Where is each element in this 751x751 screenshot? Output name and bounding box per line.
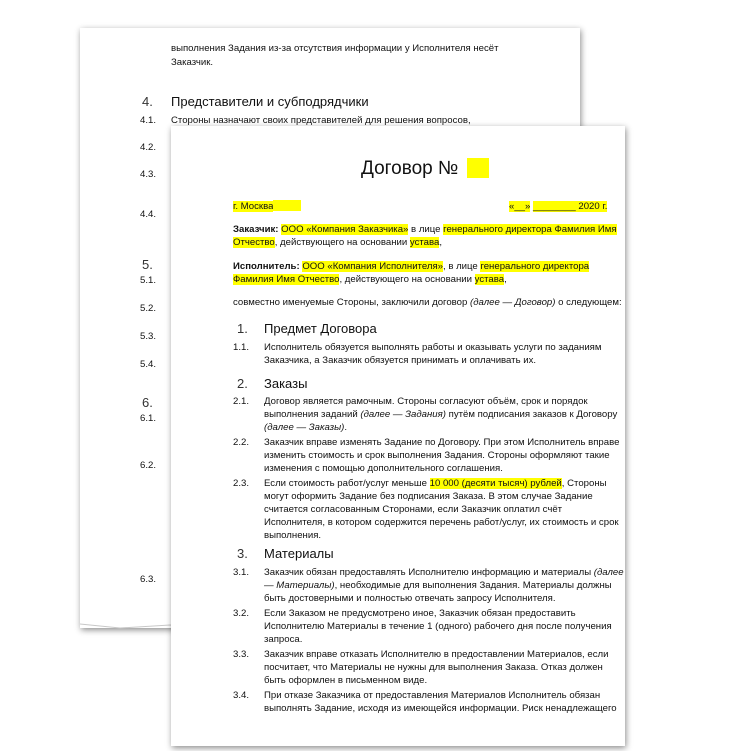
clause-3-4-line-1: При отказе Заказчика от предоставления Материалов Исполнитель обязан [264, 690, 601, 701]
clause-2-2-line-3: изменения с помощью дополнительного соглашения. [264, 463, 503, 474]
clause-3-2-line-1: Если Заказом не предусмотрено иное, Заказчик обязан предоставить [264, 608, 576, 619]
back-intro-line-1: выполнения Задания из-за отсутствия информации у Исполнителя несёт [171, 43, 499, 54]
back-section-4-title: Представители и субподрядчики [171, 94, 369, 109]
date-line [509, 200, 607, 213]
clause-1-1-line-2: Заказчика, а Заказчик обязуется принимать и оплачивать их. [264, 355, 537, 366]
section-1-number: 1. [237, 321, 248, 336]
customer-position-2: Отчество [233, 237, 275, 248]
clause-3-3-line-2: посчитает, что Материалы не нужны для выполнения Заказа. Отказ должен [264, 662, 603, 673]
clause-2-3-line-3: считается согласованным Сторонами, если Заказчик оплатил счёт [264, 504, 563, 515]
clause-definition: — Материалы) [264, 580, 335, 591]
clause-definition: (далее [593, 567, 624, 578]
customer-basis: устава [409, 237, 440, 248]
back-clause-number: 4.1. [140, 115, 157, 126]
clause-2-1-line-3 [264, 421, 347, 434]
performer-position: генерального директора [480, 261, 590, 272]
front-document-page [171, 126, 625, 746]
performer-basis: устава [474, 274, 505, 285]
back-clause-number: 6.1. [140, 413, 157, 424]
clause-text: , необходимые для выполнения Задания. Материалы должны [334, 580, 612, 591]
clause-2-1-number: 2.1. [233, 396, 250, 407]
section-3-title: Материалы [264, 546, 334, 561]
performer-end: , [504, 274, 507, 285]
back-clause-number: 4.3. [140, 169, 157, 180]
performer-line-2 [233, 273, 507, 286]
intro-line [233, 296, 622, 309]
back-clause-number: 6.3. [140, 574, 157, 585]
section-3-number: 3. [237, 546, 248, 561]
date-day: «__» [509, 201, 531, 212]
clause-text: выполнения заданий [264, 409, 361, 420]
performer-text-1: , в лице [442, 261, 481, 272]
back-clause-number: 6.2. [140, 460, 157, 471]
clause-2-1-line-2 [264, 408, 617, 421]
back-section-4-number: 4. [142, 94, 153, 109]
intro-text: совместно именуемые Стороны, заключили договор [233, 297, 470, 308]
clause-3-1-number: 3.1. [233, 567, 250, 578]
back-clause-number: 5.1. [140, 275, 157, 286]
clause-2-3-number: 2.3. [233, 478, 250, 489]
city-highlight-pad [273, 200, 301, 211]
clause-3-4-number: 3.4. [233, 690, 250, 701]
clause-2-2-number: 2.2. [233, 437, 250, 448]
clause-3-1-line-3: быть достоверными и полностью отвечать запросу Исполнителя. [264, 593, 556, 604]
back-clause-number: 4.4. [140, 209, 157, 220]
clause-2-3-line-4: Исполнителя, в котором содержится перечень работ/услуг, их стоимость и срок [264, 517, 619, 528]
performer-label: Исполнитель: [233, 261, 300, 272]
contract-title-text: Договор № [361, 158, 459, 179]
back-intro-line-2: Заказчик. [171, 57, 214, 68]
city-line [233, 200, 301, 213]
customer-company: ООО «Компания Заказчика» [281, 224, 409, 235]
back-clause-number: 5.2. [140, 303, 157, 314]
performer-line-1 [233, 260, 589, 273]
clause-2-2-line-2: изменить стоимость и срок выполнения Задания. Стороны оформляют такие [264, 450, 610, 461]
section-2-number: 2. [237, 376, 248, 391]
back-clause-number: 5.4. [140, 359, 157, 370]
section-1-title: Предмет Договора [264, 321, 377, 336]
date-month-year: ________ 2020 г. [533, 201, 608, 212]
back-section-5-number: 5. [142, 257, 153, 272]
customer-text-1: в лице [408, 224, 444, 235]
clause-text: , Стороны [561, 478, 607, 489]
back-clause-number: 4.2. [140, 142, 157, 153]
clause-definition: (далее — Заказы) [264, 422, 345, 433]
customer-label: Заказчик: [233, 224, 279, 235]
customer-line-2 [233, 236, 442, 249]
contract-title [361, 158, 489, 180]
clause-3-2-number: 3.2. [233, 608, 250, 619]
clause-2-3-line-5: выполнения. [264, 530, 322, 541]
customer-text-2: , действующего на основании [274, 237, 410, 248]
clause-text: Если стоимость работ/услуг меньше [264, 478, 430, 489]
clause-1-1-number: 1.1. [233, 342, 250, 353]
clause-3-2-line-2: Исполнителю Материалы в течение 1 (одного) рабочего дня после получения [264, 621, 612, 632]
city: г. Москва [233, 201, 274, 212]
performer-text-2: , действующего на основании [339, 274, 475, 285]
clause-3-1-line-2 [264, 579, 612, 592]
clause-1-1-line-1: Исполнитель обязуется выполнять работы и оказывать услуги по заданиям [264, 342, 602, 353]
clause-2-3-line-1 [264, 477, 607, 490]
intro-text-end: о следующем: [555, 297, 622, 308]
clause-3-3-line-3: быть оформлен в письменном виде. [264, 675, 428, 686]
clause-text: путём подписания заказов к Договору [445, 409, 618, 420]
clause-3-2-line-3: запроса. [264, 634, 303, 645]
clause-definition: (далее — Задания) [360, 409, 446, 420]
clause-3-3-number: 3.3. [233, 649, 250, 660]
contract-number-placeholder [467, 158, 489, 178]
section-2-title: Заказы [264, 376, 308, 391]
customer-end: , [439, 237, 443, 248]
customer-position: генерального директора Фамилия Имя [443, 224, 617, 235]
customer-line-1 [233, 223, 617, 236]
clause-3-4-line-2: выполнять Задание, исходя из имеющейся информации. Риск ненадлежащего [264, 703, 617, 714]
clause-3-1-line-1 [264, 566, 624, 579]
back-clause-number: 5.3. [140, 331, 157, 342]
back-clause-4-1-text: Стороны назначают своих представителей для решения вопросов, [171, 115, 471, 126]
clause-2-3-line-2: могут оформить Задание без подписания Заказа. В этом случае Задание [264, 491, 593, 502]
clause-2-2-line-1: Заказчик вправе изменять Задание по Договору. При этом Исполнитель вправе [264, 437, 620, 448]
clause-3-3-line-1: Заказчик вправе отказать Исполнителю в предоставлении Материалов, если [264, 649, 609, 660]
clause-text: Заказчик обязан предоставлять Исполнителю информацию и материалы [264, 567, 594, 578]
back-section-6-number: 6. [142, 395, 153, 410]
clause-2-1-line-1: Договор является рамочным. Стороны согласуют объём, срок и порядок [264, 396, 588, 407]
performer-position-2: Фамилия Имя Отчество [233, 274, 340, 285]
intro-definition: (далее — Договор) [470, 297, 556, 308]
performer-company: ООО «Компания Исполнителя» [302, 261, 443, 272]
amount-highlight: 10 000 (десяти тысяч) рублей [429, 478, 562, 489]
clause-text: . [344, 422, 347, 433]
